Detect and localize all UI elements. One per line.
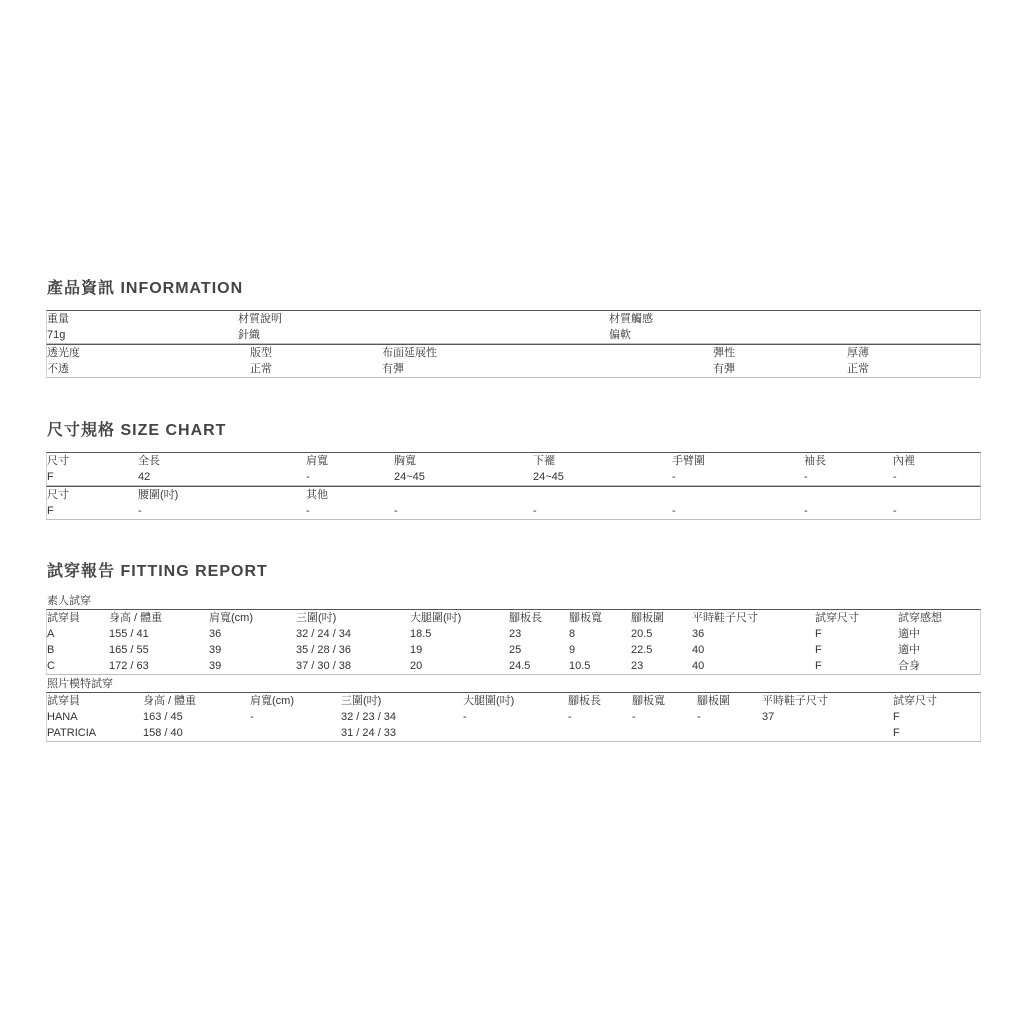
header-cell: 版型 [250,347,272,359]
size-chart-table-2 [46,486,981,520]
header-cell: 三圍(吋) [296,612,337,624]
cell: HANA [47,711,78,723]
cell: 24.5 [509,660,531,672]
header-cell: 尺寸 [47,455,69,467]
cell: 37 / 30 / 38 [296,660,352,672]
cell: 23 [509,628,522,640]
cell: 合身 [898,660,920,672]
cell: 172 / 63 [109,660,149,672]
cell: - [632,711,636,723]
cell: F [815,660,822,672]
header-cell: 試穿員 [47,695,80,707]
table-header-row [47,345,980,361]
table-row [47,709,980,725]
cell: 18.5 [410,628,432,640]
header-cell: 腳板寬 [569,612,602,624]
table-row [47,725,980,741]
value-cell: 不透 [47,363,69,375]
header-cell: 腳板長 [568,695,601,707]
header-cell: 試穿尺寸 [815,612,859,624]
header-cell: 材質觸感 [609,313,653,325]
cell: - [250,711,254,723]
header-cell: 其他 [306,489,328,501]
cell: 32 / 23 / 34 [341,711,397,723]
header-cell: 肩寬(cm) [209,612,253,624]
header-cell: 試穿感想 [898,612,942,624]
header-cell: 材質說明 [238,313,282,325]
table-header-row [47,453,980,469]
table-row [47,361,980,377]
cell: 20.5 [631,628,653,640]
value-cell: - [533,505,537,517]
header-cell: 腳板寬 [632,695,665,707]
value-cell: 針織 [238,329,260,341]
model-fitting-table [46,692,981,742]
model-fitting-label: 照片模特試穿 [47,678,113,690]
header-cell: 肩寬(cm) [250,695,294,707]
table-row [47,658,980,674]
information-table-2 [46,344,981,378]
cell: 適中 [898,628,920,640]
cell: - [463,711,467,723]
size-chart-title: 尺寸規格 SIZE CHART [47,422,227,439]
value-cell: - [394,505,398,517]
cell: 163 / 45 [143,711,183,723]
header-cell: 腳板圍 [631,612,664,624]
information-title: 產品資訊 INFORMATION [47,280,244,297]
header-cell: 手臂圍 [672,455,705,467]
header-cell: 肩寬 [306,455,328,467]
table-row [47,642,980,658]
cell: 158 / 40 [143,727,183,739]
cell: - [697,711,701,723]
cell: 36 [692,628,705,640]
table-row [47,503,980,519]
header-cell: 試穿員 [47,612,80,624]
amateur-fitting-label: 素人試穿 [47,595,91,607]
header-cell: 厚薄 [847,347,869,359]
value-cell: - [893,505,897,517]
cell: 9 [569,644,576,656]
cell: 155 / 41 [109,628,149,640]
value-cell: 有彈 [713,363,735,375]
value-cell: - [306,471,310,483]
cell: 37 [762,711,775,723]
value-cell: F [47,471,54,483]
cell: PATRICIA [47,727,97,739]
header-cell: 布面延展性 [382,347,437,359]
value-cell: - [672,471,676,483]
cell: 23 [631,660,644,672]
cell: 32 / 24 / 34 [296,628,352,640]
table-header-row [47,693,980,709]
table-row [47,327,980,343]
cell: A [47,628,55,640]
header-cell: 全長 [138,455,160,467]
amateur-fitting-table [46,609,981,675]
cell: 39 [209,660,222,672]
cell: F [815,644,822,656]
header-cell: 袖長 [804,455,826,467]
cell: C [47,660,55,672]
cell: 165 / 55 [109,644,149,656]
header-cell: 下襬 [533,455,555,467]
fitting-report-title: 試穿報告 FITTING REPORT [47,563,268,580]
header-cell: 腰圍(吋) [138,489,179,501]
header-cell: 三圍(吋) [341,695,382,707]
cell: 20 [410,660,423,672]
value-cell: - [804,471,808,483]
value-cell: 24~45 [394,471,425,483]
header-cell: 身高 / 體重 [143,695,197,707]
cell: B [47,644,55,656]
value-cell: 71g [47,329,66,341]
table-header-row [47,487,980,503]
cell: 適中 [898,644,920,656]
header-cell: 重量 [47,313,69,325]
value-cell: - [138,505,142,517]
header-cell: 透光度 [47,347,80,359]
value-cell: 42 [138,471,151,483]
header-cell: 身高 / 體重 [109,612,163,624]
value-cell: - [306,505,310,517]
cell: 40 [692,660,705,672]
value-cell: 偏軟 [609,329,631,341]
table-header-row [47,610,980,626]
cell: 22.5 [631,644,653,656]
value-cell: F [47,505,54,517]
header-cell: 彈性 [713,347,735,359]
cell: 19 [410,644,423,656]
table-row [47,626,980,642]
value-cell: 正常 [847,363,869,375]
cell: 36 [209,628,222,640]
cell: F [815,628,822,640]
table-row [47,469,980,485]
size-chart-table-1 [46,452,981,486]
cell: 40 [692,644,705,656]
header-cell: 胸寬 [394,455,416,467]
cell: 31 / 24 / 33 [341,727,397,739]
cell: - [568,711,572,723]
header-cell: 大腿圍(吋) [410,612,462,624]
cell: F [893,711,900,723]
value-cell: - [672,505,676,517]
value-cell: 有彈 [382,363,404,375]
value-cell: 24~45 [533,471,564,483]
value-cell: - [804,505,808,517]
value-cell: - [893,471,897,483]
header-cell: 平時鞋子尺寸 [762,695,828,707]
cell: 8 [569,628,576,640]
header-cell: 腳板圍 [697,695,730,707]
table-header-row [47,311,980,327]
header-cell: 腳板長 [509,612,542,624]
cell: 39 [209,644,222,656]
header-cell: 大腿圍(吋) [463,695,515,707]
information-table-1 [46,310,981,344]
header-cell: 試穿尺寸 [893,695,937,707]
cell: 35 / 28 / 36 [296,644,352,656]
value-cell: 正常 [250,363,272,375]
header-cell: 平時鞋子尺寸 [692,612,758,624]
header-cell: 尺寸 [47,489,69,501]
header-cell: 內裡 [893,455,915,467]
cell: 10.5 [569,660,591,672]
cell: F [893,727,900,739]
cell: 25 [509,644,522,656]
